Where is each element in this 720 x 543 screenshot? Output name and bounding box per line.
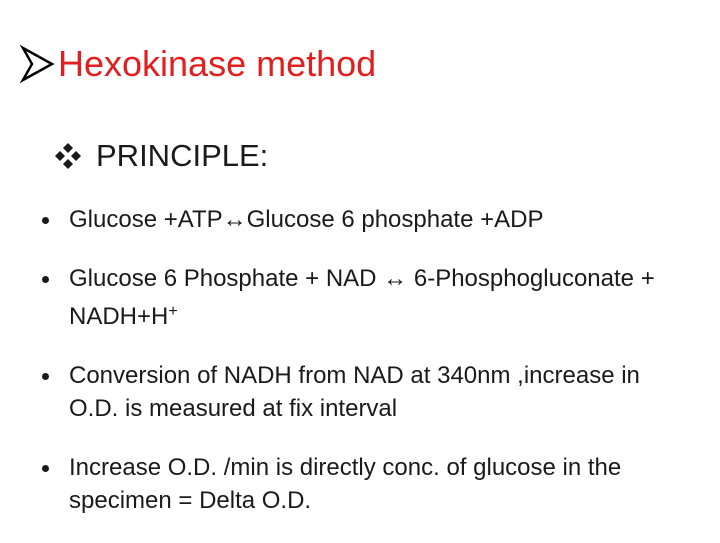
- slide-title-row: [20, 44, 376, 84]
- bullet-text: Conversion of NADH from NAD at 340nm ,increase in O.D. is measured at fix interval: [69, 362, 640, 422]
- bullet-item: [42, 203, 682, 236]
- slide-title: Hexokinase method: [58, 43, 377, 84]
- bullet-item: [42, 359, 682, 425]
- bullet-list: [42, 203, 682, 543]
- bullet-text-main: Glucose 6 Phosphate + NAD ↔ 6-Phosphogluconate + NADH+H: [69, 265, 655, 330]
- bullet-dot-icon: [42, 217, 49, 224]
- bullet-text: [69, 262, 682, 333]
- bullet-text: Increase O.D. /min is directly conc. of glucose in the specimen = Delta O.D.: [69, 454, 622, 514]
- bullet-item: [42, 262, 682, 333]
- bullet-text: Glucose +ATP↔Glucose 6 phosphate +ADP: [69, 206, 544, 233]
- bullet-dot-icon: [42, 373, 49, 380]
- section-heading-row: [54, 140, 268, 171]
- bullet-item: [42, 451, 682, 517]
- superscript-plus: +: [168, 303, 178, 320]
- four-diamond-icon: [54, 142, 82, 170]
- bullet-dot-icon: [42, 276, 49, 283]
- section-heading: PRINCIPLE:: [96, 138, 269, 173]
- bullet-dot-icon: [42, 465, 49, 472]
- arrow-bullet-icon: [20, 44, 60, 84]
